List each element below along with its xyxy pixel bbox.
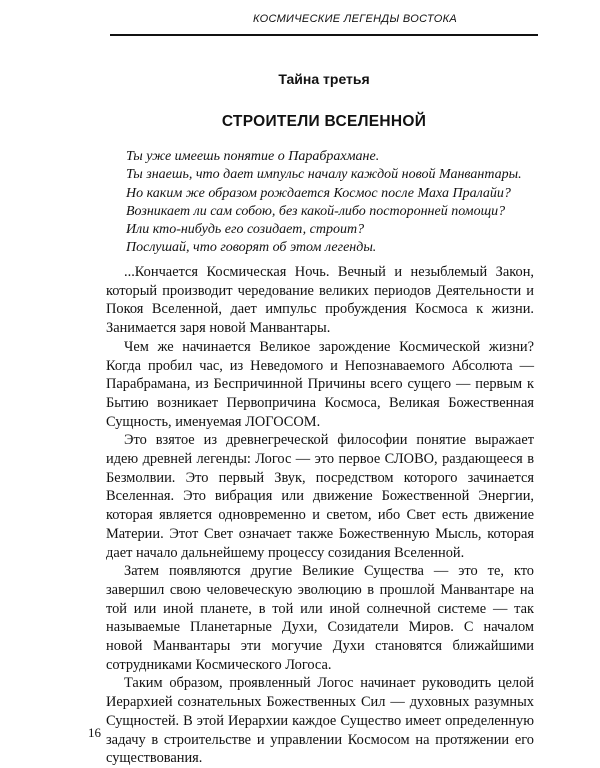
running-head: КОСМИЧЕСКИЕ ЛЕГЕНДЫ ВОСТОКА [252, 13, 458, 25]
epigraph-line: Но каким же образом рождается Космос после Маха Пралайи? [126, 185, 511, 201]
chapter-title: СТРОИТЕЛИ ВСЕЛЕННОЙ [221, 113, 427, 130]
paragraph: Чем же начинается Великое зарождение Космической жизни? Когда пробил час, из Неведомого и Непознаваемого Абсолюта — Парабрамана, из Беспричинной Причины всего сущего — первым к Бытию возникает Первопричина Космоса, Великая Божественная Сущность, именуемая ЛОГОСОМ. [106, 338, 534, 430]
header-rule [110, 34, 538, 36]
body-text [106, 263, 534, 768]
epigraph-line: Послушай, что говорят об этом легенды. [126, 240, 377, 256]
part-label: Тайна третья [278, 71, 370, 87]
epigraph-line: Ты уже имеешь понятие о Парабрахмане. [126, 149, 380, 164]
epigraph-line: Возникает ли сам собою, без какой-либо посторонней помощи? [126, 203, 506, 219]
epigraph-line: Или кто-нибудь его созидает, строит? [126, 222, 365, 238]
epigraph-line: Ты знаешь, что дает импульс началу каждой новой Манвантары. [126, 167, 522, 183]
page-number: 16 [88, 725, 101, 740]
paragraph: Это взятое из древнегреческой философии понятие выражает идею древней легенды: Логос — это первое СЛОВО, раздающееся в Безмолвии. Это первый Звук, посредством которого зачинается Вселенная. Это вибрация или движение Божественной Энергии, которая является одновременно и светом, ибо Свет есть движение Материи. Этот Свет означает также Божественную Мысль, которая дает начало дальнейшему процессу созидания Вселенной. [106, 432, 534, 561]
paragraph: Затем появляются другие Великие Существа — это те, кто завершил свою человеческую эволюцию в прошлой Манвантаре на той или иной планете, в той или иной солнечной системе — так называемые Планетарные Духи, Созидатели Миров. С началом новой Манвантары эти могучие Духи становятся ближайшими сотрудниками Космического Логоса. [106, 563, 534, 673]
paragraph: ...Кончается Космическая Ночь. Вечный и незыблемый Закон, который производит чередование великих периодов Деятельности и Покоя Вселенной, дает импульс пробуждения Космоса к жизни. Занимается заря новой Манвантары. [106, 264, 534, 337]
epigraph [126, 148, 538, 258]
paragraph: Таким образом, проявленный Логос начинает руководить целой Иерархией сознательных Божественных Сил — духовных разумных Сущностей. В этой Иерархии каждое Существо имеет определенную задачу в строительстве и управлении Космосом на протяжении его существования. [106, 675, 534, 767]
